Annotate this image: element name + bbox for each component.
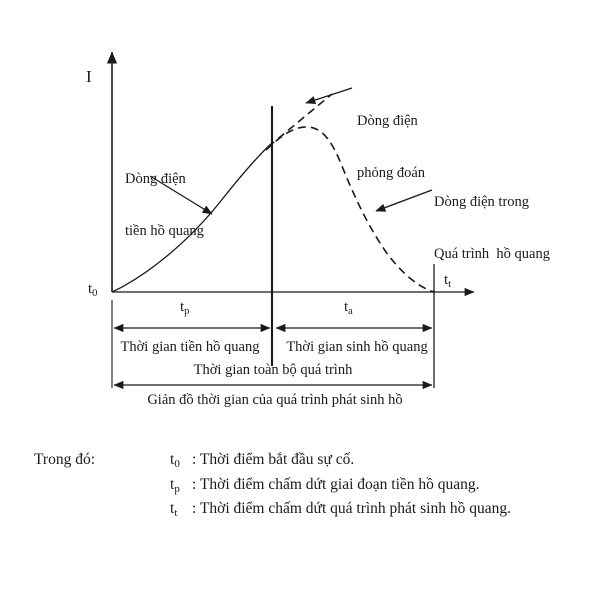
band-label-prearc-time: Thời gian tiền hồ quang (120, 339, 260, 355)
band-label-arcing-time: Thời gian sinh hồ quang (286, 339, 428, 355)
annotation-prospective-current-line1: Dòng điện (357, 113, 418, 130)
legend-symbol-t0 (170, 452, 192, 468)
legend-symbol-tt-subscript: t (174, 507, 178, 519)
annotation-prospective-current-line2: phỏng đoán (357, 164, 426, 181)
legend-text-tp: : Thời điểm chấm dứt giai đoạn tiền hồ quang. (192, 475, 480, 493)
legend-intro-label: Trong đó: (34, 451, 96, 468)
tick-label-tt-subscript: t (448, 279, 452, 290)
legend-row (34, 477, 574, 493)
legend-symbol-tt (170, 501, 192, 517)
legend-symbol-tp-subscript: p (174, 482, 180, 495)
segment-label-tp-symbol: t (180, 299, 185, 315)
annotation-arc-process-current-line1: Dòng điện trong (434, 194, 530, 211)
tick-label-tt (444, 272, 451, 290)
segment-label-ta (344, 299, 353, 317)
tick-label-t0 (88, 281, 97, 299)
annotation-prearc-current-line1: Dòng điện (125, 171, 186, 188)
prospective-leader-arrow (306, 88, 352, 103)
segment-label-ta-symbol: t (344, 299, 349, 315)
annotation-prearc-current-line2: tiền hồ quang (125, 222, 204, 239)
tick-label-t0-symbol: t (88, 281, 93, 297)
band-label-total-time: Thời gian toàn bộ quá trình (193, 362, 353, 378)
legend-text-tt: : Thời điểm chấm dứt quá trình phát sinh hồ quang. (192, 500, 511, 517)
figure-caption: Giản đồ thời gian của quá trình phát sinh hồ (147, 392, 403, 408)
legend-symbol-t0-base: t (170, 451, 175, 468)
legend-symbol-tt-base: t (170, 500, 175, 517)
annotation-prospective-current (357, 79, 425, 216)
legend-symbol-tp (170, 477, 192, 493)
annotation-arc-process-current (434, 160, 550, 297)
tick-label-tt-symbol: t (444, 272, 449, 288)
annotation-prearc-current (125, 137, 204, 274)
segment-label-ta-subscript: a (348, 306, 353, 317)
legend-symbol-t0-subscript: 0 (174, 458, 180, 470)
legend-symbol-tp-base: t (170, 475, 175, 493)
segment-label-tp (180, 299, 189, 317)
tick-label-t0-subscript: 0 (92, 288, 98, 299)
annotation-arc-process-current-line2: Quá trình hồ quang (434, 245, 550, 262)
y-axis-label: I (86, 67, 92, 86)
legend-row (34, 452, 574, 468)
legend-text-t0: : Thời điểm bắt đầu sự cố. (192, 451, 355, 468)
legend-block (34, 452, 574, 526)
segment-label-tp-subscript: p (184, 306, 190, 317)
legend-row (34, 501, 574, 517)
